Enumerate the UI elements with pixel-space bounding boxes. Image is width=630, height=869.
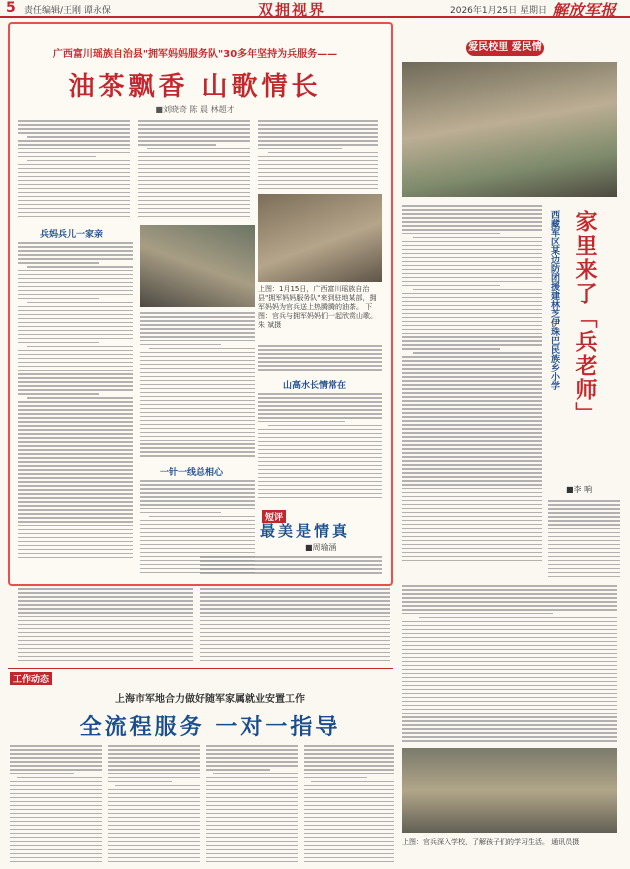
page-header bbox=[0, 0, 630, 18]
essay-title: 最美是情真 bbox=[260, 522, 351, 540]
right-vertical-title: 家里来了「兵老师」 bbox=[572, 210, 598, 426]
feature-text-col-2b bbox=[140, 312, 255, 462]
right-photo-bottom bbox=[402, 748, 617, 833]
essay-text bbox=[200, 556, 382, 578]
feature-text-col-1 bbox=[18, 120, 130, 220]
feature-text-col-3b bbox=[258, 345, 382, 375]
right-author: ■李 响 bbox=[566, 485, 593, 494]
feature-text-col-2 bbox=[138, 120, 250, 220]
essay-tag: 短评 bbox=[262, 510, 286, 523]
newspaper-logo: 解放军报 bbox=[552, 1, 617, 20]
bottom-divider bbox=[8, 668, 393, 669]
issue-date: 2026年1月25日 星期日 bbox=[450, 6, 547, 16]
feature-kicker: 广西富川瑶族自治县"拥军妈妈服务队"30多年坚持为兵服务—— bbox=[52, 49, 338, 60]
feature-subhead-3: 山高水长情常在 bbox=[283, 381, 347, 391]
bottom-kicker: 上海市军地合力做好随军家属就业安置工作 bbox=[115, 694, 305, 705]
feature-photo-main bbox=[140, 225, 255, 307]
feature-tail-text bbox=[18, 588, 193, 666]
feature-photo-caption: 上图：1月15日，广西富川瑶族自治县"拥军妈妈服务队"来到驻地某部，拥军妈妈为官兵送上热腾腾的油茶。 下图：官兵与拥军妈妈们一起欣赏山歌。 朱 斌摄 bbox=[258, 285, 377, 329]
feature-byline: ■刘晓奇 陈 晨 林超才 bbox=[155, 105, 235, 114]
feature-subhead-1: 兵妈兵儿一家亲 bbox=[40, 230, 104, 240]
editor-credit: 责任编辑/王刚 谭永保 bbox=[24, 6, 111, 16]
essay-author: ■周瑜涵 bbox=[305, 543, 337, 552]
feature-text-col-3c bbox=[258, 393, 382, 503]
right-section-banner: 爱民校里 爱民情 bbox=[466, 40, 544, 56]
bottom-section-tag: 工作动态 bbox=[10, 672, 52, 685]
right-caption-bottom: 上图：官兵深入学校，了解孩子们的学习生活。 通讯员摄 bbox=[402, 838, 580, 846]
feature-text-col-3 bbox=[258, 120, 378, 190]
feature-text-col-1b bbox=[18, 242, 133, 577]
bottom-text-col-2 bbox=[108, 745, 200, 865]
section-title: 双拥视界 bbox=[258, 1, 327, 19]
bottom-text-col-3 bbox=[206, 745, 298, 865]
right-text-col-1 bbox=[402, 205, 542, 580]
bottom-headline: 全流程服务 一对一指导 bbox=[79, 714, 341, 740]
feature-subhead-2: 一针一线总相心 bbox=[160, 468, 224, 478]
feature-photo-top bbox=[258, 194, 382, 282]
right-photo-top bbox=[402, 62, 617, 197]
right-vertical-subtitle: 西藏军区某边防团援建林芝伊珠巴民族乡小学 bbox=[549, 210, 559, 390]
bottom-text-col-1 bbox=[10, 745, 102, 865]
page-number: 5 bbox=[6, 0, 16, 16]
essay-text-lower bbox=[200, 588, 390, 666]
bottom-text-col-4 bbox=[304, 745, 394, 865]
feature-headline: 油茶飘香 山歌情长 bbox=[68, 72, 322, 102]
right-text-lower bbox=[402, 585, 617, 745]
right-text-col-2 bbox=[548, 500, 620, 580]
